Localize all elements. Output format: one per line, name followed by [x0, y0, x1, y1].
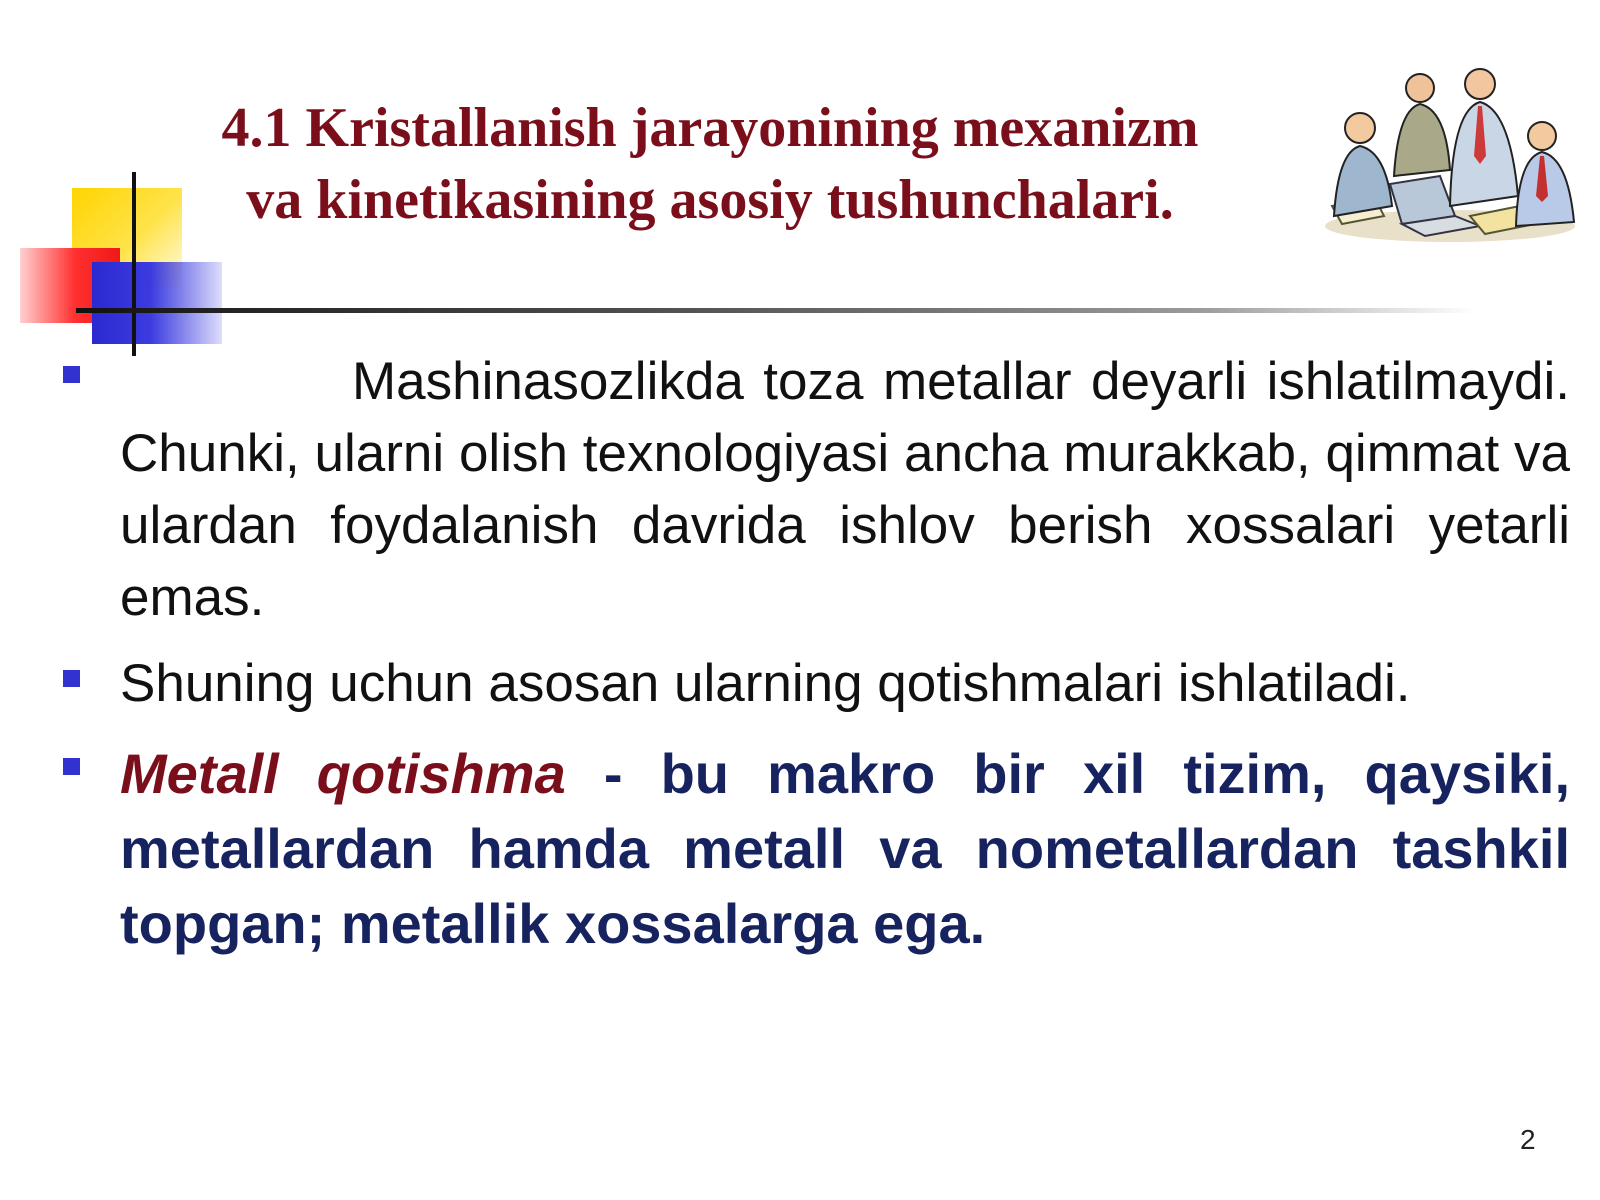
definition-text: - bu makro bir xil tizim, qaysiki, metallardan hamda metall va nometallardan tashkil topgan; metallik xossalarga ega.: [120, 742, 1570, 955]
slide-title: [150, 92, 1270, 236]
bullet-1-text: Mashinasozlikda toza metallar deyarli ishlatilmaydi. Chunki, ularni olish texnologiyasi ancha murakkab, qimmat va ulardan foydalanish davrida ishlov berish xossalari yetarli emas.: [120, 352, 1570, 627]
bullet-square-icon: [63, 670, 80, 687]
slide-title-line-1: 4.1 Kristallanish jarayonining mexanizm: [221, 97, 1199, 159]
bullet-square-icon: [63, 366, 80, 383]
decor-blue-square: [92, 262, 222, 344]
bullet-item-3: [60, 736, 1570, 961]
bullet-square-icon: [63, 758, 80, 775]
bullet-list: [60, 346, 1570, 961]
business-team-clipart-icon: [1320, 66, 1580, 246]
page-number: 2: [1520, 1124, 1536, 1155]
definition-term: Metall qotishma: [120, 742, 566, 805]
decor-vertical-line: [132, 172, 136, 356]
bullet-2-text: Shuning uchun asosan ularning qotishmalari ishlatiladi.: [120, 654, 1411, 713]
title-underline: [76, 308, 1476, 313]
slide-title-line-2: va kinetikasining asosiy tushunchalari.: [246, 169, 1174, 231]
bullet-item-2: [60, 648, 1570, 720]
bullet-item-1: [60, 346, 1570, 634]
